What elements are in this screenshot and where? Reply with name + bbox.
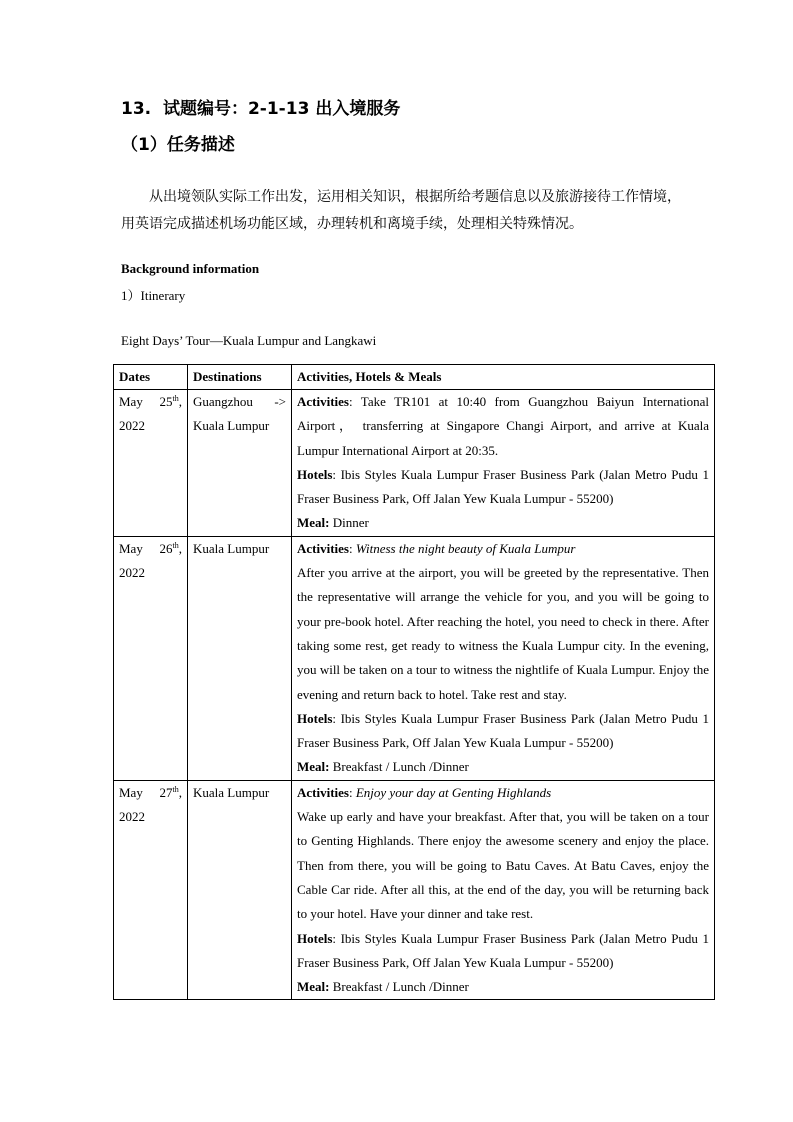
date-cell [114, 536, 188, 780]
table-row [114, 780, 715, 1000]
activity-text: After you arrive at the airport, you will be greeted by the representative. Then the representative will arrange the vehicle for you, and you will be going to your pre-book hotel. After reaching the hotel, you need to check in there. After taking some rest, get ready to witness the Kuala Lumpur city. In the evening, you will be taken on a tour to witness the nightlife of Kuala Lumpur. Enjoy the evening and return back to hotel. Take rest and stay. [297, 565, 709, 702]
activity-cell [292, 536, 715, 780]
date-month-day: May 25th, [119, 394, 182, 409]
table-row [114, 536, 715, 780]
question-heading [121, 96, 400, 122]
meal-text: Meal: Breakfast / Lunch /Dinner [297, 979, 469, 995]
hotel-text: Hotels: Ibis Styles Kuala Lumpur Fraser Business Park (Jalan Metro Pudu 1 Fraser Business Park, Off Jalan Yew Kuala Lumpur - 55200) [297, 466, 709, 507]
date-month-day: May 27th, [119, 784, 182, 800]
question-title: 试题编号：2-1-13 出入境服务 [162, 99, 401, 119]
activity-heading: Activities: Enjoy your day at Genting Highlands [297, 784, 552, 800]
itinerary-table [113, 364, 715, 1000]
meal-text: Meal: Breakfast / Lunch /Dinner [297, 759, 469, 775]
section-heading: （1）任务描述 [121, 135, 235, 155]
activity-text: Wake up early and have your breakfast. After that, you will be taken on a tour to Genting Highlands. There enjoy the awesome scenery and enjoy the place. Then from there, you will be going to Batu Caves. At Batu Caves, enjoy the Cable Car ride. After all this, at the end of the day, you will be returning back to your hotel. Have your dinner and take rest. [297, 809, 709, 922]
itinerary-label: 1）Itinerary [121, 288, 186, 303]
activity-cell [292, 780, 715, 1000]
question-number: 13. [121, 99, 152, 119]
date-cell [114, 780, 188, 1000]
background-title: Background information [121, 261, 260, 276]
hotel-text: Hotels: Ibis Styles Kuala Lumpur Fraser Business Park (Jalan Metro Pudu 1 Fraser Business Park, Off Jalan Yew Kuala Lumpur - 55200) [297, 930, 709, 970]
destination-cell: Guangzhou -> Kuala Lumpur [188, 390, 292, 537]
header-activities: Activities, Hotels & Meals [292, 365, 715, 390]
table-header-row [114, 365, 715, 390]
date-year: 2022 [119, 565, 145, 581]
destination-cell: Kuala Lumpur [188, 780, 292, 1000]
date-cell [114, 390, 188, 537]
header-destinations: Destinations [188, 365, 292, 390]
date-year: 2022 [119, 418, 145, 434]
tour-title: Eight Days’ Tour—Kuala Lumpur and Langkawi [121, 333, 377, 348]
activity-cell [292, 390, 715, 537]
hotel-text: Hotels: Ibis Styles Kuala Lumpur Fraser Business Park (Jalan Metro Pudu 1 Fraser Business Park, Off Jalan Yew Kuala Lumpur - 55200) [297, 710, 709, 751]
header-dates: Dates [114, 365, 188, 390]
meal-text: Meal: Dinner [297, 515, 369, 531]
date-year: 2022 [119, 809, 145, 825]
table-row [114, 390, 715, 537]
activity-text: Activities: Take TR101 at 10:40 from Guangzhou Baiyun International Airport， transferring at Singapore Changi Airport, and arrive at Kuala Lumpur International Airport at 20:35. [297, 394, 709, 458]
date-month-day: May 26th, [119, 540, 182, 556]
activity-heading: Activities: Witness the night beauty of Kuala Lumpur [297, 540, 576, 556]
destination-cell: Kuala Lumpur [188, 536, 292, 780]
task-description: 从出境领队实际工作出发，运用相关知识，根据所给考题信息以及旅游接待工作情境，用英语完成描述机场功能区域，办理转机和离境手续，处理相关特殊情况。 [121, 189, 681, 232]
